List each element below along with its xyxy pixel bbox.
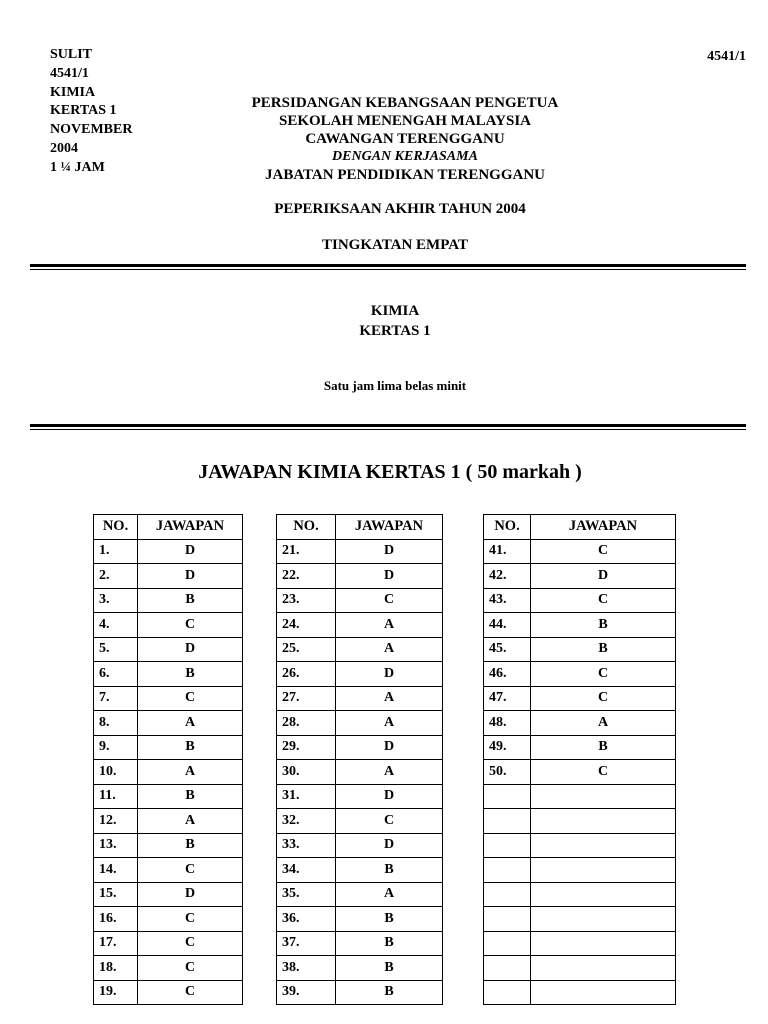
question-number: 49. [484, 735, 531, 760]
answer-letter: C [138, 907, 243, 932]
answer-letter [531, 858, 676, 883]
answer-row [484, 882, 676, 907]
answer-letter: B [138, 588, 243, 613]
answer-row [484, 613, 676, 638]
question-number: 48. [484, 711, 531, 736]
question-number: 6. [94, 662, 138, 687]
answer-row [94, 833, 243, 858]
question-number: 38. [277, 956, 336, 981]
answer-letter [531, 980, 676, 1005]
question-number: 37. [277, 931, 336, 956]
answer-row [94, 931, 243, 956]
answer-row [94, 588, 243, 613]
answer-letter: B [531, 637, 676, 662]
question-number: 23. [277, 588, 336, 613]
question-number: 44. [484, 613, 531, 638]
answer-letter: A [336, 711, 443, 736]
meta-line: KERTAS 1 [50, 103, 117, 119]
answer-row [484, 637, 676, 662]
question-number: 41. [484, 539, 531, 564]
question-number: 45. [484, 637, 531, 662]
answer-letter: D [336, 662, 443, 687]
question-number [484, 784, 531, 809]
answer-letter: B [336, 858, 443, 883]
question-number: 29. [277, 735, 336, 760]
answer-letter [531, 809, 676, 834]
question-number: 32. [277, 809, 336, 834]
answer-row [484, 662, 676, 687]
paper-meta [50, 46, 132, 178]
question-number: 9. [94, 735, 138, 760]
answer-letter: C [138, 858, 243, 883]
question-number: 4. [94, 613, 138, 638]
question-number: 27. [277, 686, 336, 711]
answer-row [484, 588, 676, 613]
answer-letter: D [138, 539, 243, 564]
answer-letter: A [138, 809, 243, 834]
question-number [484, 956, 531, 981]
col-header-answer: JAWAPAN [531, 515, 676, 540]
answer-row [94, 662, 243, 687]
answer-row [94, 539, 243, 564]
answer-letter: B [336, 931, 443, 956]
question-number: 14. [94, 858, 138, 883]
question-number: 28. [277, 711, 336, 736]
answer-letter [531, 882, 676, 907]
answer-row [94, 784, 243, 809]
answer-row [94, 882, 243, 907]
answer-row [277, 539, 443, 564]
question-number: 26. [277, 662, 336, 687]
answer-letter: B [531, 613, 676, 638]
answer-row [277, 637, 443, 662]
question-number: 22. [277, 564, 336, 589]
subject-name: KIMIA [370, 303, 420, 319]
answer-letter: B [336, 956, 443, 981]
question-number: 50. [484, 760, 531, 785]
subject-paper: KERTAS 1 [359, 323, 431, 339]
answer-letter [531, 784, 676, 809]
form-level: TINGKATAN EMPAT [322, 237, 468, 253]
answer-letter: A [531, 711, 676, 736]
answer-letter: D [336, 539, 443, 564]
question-number: 30. [277, 760, 336, 785]
answer-letter: B [531, 735, 676, 760]
question-number: 10. [94, 760, 138, 785]
answer-row [94, 735, 243, 760]
answer-letter: B [138, 833, 243, 858]
meta-line: 2004 [50, 140, 78, 156]
answer-letter: C [531, 662, 676, 687]
answer-row [484, 980, 676, 1005]
answer-row [484, 956, 676, 981]
answer-letter: D [336, 833, 443, 858]
answer-row [484, 858, 676, 883]
question-number: 47. [484, 686, 531, 711]
answer-letter: C [138, 956, 243, 981]
answer-letter: C [336, 588, 443, 613]
question-number: 1. [94, 539, 138, 564]
answer-row [94, 858, 243, 883]
meta-line: 1 ¼ JAM [50, 159, 105, 175]
answer-row [94, 686, 243, 711]
question-number: 11. [94, 784, 138, 809]
question-number: 13. [94, 833, 138, 858]
answer-letter: B [138, 735, 243, 760]
answer-row [94, 809, 243, 834]
answer-row [277, 588, 443, 613]
answer-letter: D [336, 564, 443, 589]
answer-letter: D [336, 735, 443, 760]
question-number [484, 882, 531, 907]
question-number: 2. [94, 564, 138, 589]
answer-row [94, 907, 243, 932]
answer-letter: A [138, 711, 243, 736]
answer-letter: C [138, 980, 243, 1005]
question-number: 18. [94, 956, 138, 981]
exam-title: PEPERIKSAAN AKHIR TAHUN 2004 [274, 201, 526, 217]
answer-letter: B [336, 907, 443, 932]
answer-row [94, 980, 243, 1005]
answer-letter: B [138, 662, 243, 687]
answer-row [94, 613, 243, 638]
question-number: 16. [94, 907, 138, 932]
answer-row [277, 931, 443, 956]
answer-row [277, 711, 443, 736]
question-number: 19. [94, 980, 138, 1005]
answer-row [94, 956, 243, 981]
question-number: 42. [484, 564, 531, 589]
meta-line: 4541/1 [50, 65, 89, 81]
col-header-no: NO. [94, 515, 138, 540]
question-number [484, 907, 531, 932]
answer-row [484, 539, 676, 564]
answer-row [484, 833, 676, 858]
answer-row [94, 564, 243, 589]
answer-row [94, 711, 243, 736]
org-line: CAWANGAN TERENGGANU [305, 131, 505, 147]
question-number [484, 980, 531, 1005]
col-header-answer: JAWAPAN [336, 515, 443, 540]
question-number [484, 833, 531, 858]
subject-block [290, 301, 500, 341]
answer-letter [531, 931, 676, 956]
answer-letter: C [531, 539, 676, 564]
question-number: 31. [277, 784, 336, 809]
answer-letter [531, 956, 676, 981]
answer-table-1 [93, 514, 243, 1005]
answer-row [484, 686, 676, 711]
answer-table-3 [483, 514, 676, 1005]
answer-row [277, 784, 443, 809]
answer-row [484, 931, 676, 956]
answer-letter: A [336, 760, 443, 785]
question-number [484, 931, 531, 956]
answer-row [484, 907, 676, 932]
divider-top [30, 264, 746, 270]
answer-letter: D [138, 637, 243, 662]
answer-row [277, 858, 443, 883]
answer-row [277, 613, 443, 638]
answer-row [277, 907, 443, 932]
answer-row [277, 760, 443, 785]
question-number: 17. [94, 931, 138, 956]
question-number: 15. [94, 882, 138, 907]
question-number: 36. [277, 907, 336, 932]
question-number: 43. [484, 588, 531, 613]
org-line: PERSIDANGAN KEBANGSAAN PENGETUA [251, 95, 559, 111]
answer-letter: C [531, 760, 676, 785]
answer-row [277, 882, 443, 907]
answer-row [277, 956, 443, 981]
col-header-no: NO. [277, 515, 336, 540]
answer-letter: B [336, 980, 443, 1005]
question-number: 3. [94, 588, 138, 613]
answer-letter: C [138, 931, 243, 956]
question-number: 25. [277, 637, 336, 662]
answer-row [484, 564, 676, 589]
answer-letter: C [138, 613, 243, 638]
answer-row [277, 686, 443, 711]
col-header-answer: JAWAPAN [138, 515, 243, 540]
question-number: 12. [94, 809, 138, 834]
answer-row [277, 833, 443, 858]
question-number [484, 858, 531, 883]
answer-table-2 [276, 514, 443, 1005]
col-header-no: NO. [484, 515, 531, 540]
duration-text: Satu jam lima belas minit [323, 378, 467, 393]
answer-row [277, 809, 443, 834]
answer-row [484, 809, 676, 834]
question-number: 24. [277, 613, 336, 638]
question-number: 39. [277, 980, 336, 1005]
answer-row [484, 760, 676, 785]
organizer-block [230, 94, 580, 184]
answer-letter: C [336, 809, 443, 834]
answer-letter: A [336, 882, 443, 907]
meta-line: NOVEMBER [50, 122, 133, 138]
answer-letter: D [336, 784, 443, 809]
question-number: 5. [94, 637, 138, 662]
answer-row [484, 735, 676, 760]
answers-title: JAWAPAN KIMIA KERTAS 1 ( 50 markah ) [198, 461, 582, 483]
answer-letter [531, 833, 676, 858]
answer-letter: A [336, 637, 443, 662]
meta-line: KIMIA [50, 84, 96, 100]
meta-line: SULIT [50, 47, 93, 62]
answer-letter: B [138, 784, 243, 809]
question-number: 34. [277, 858, 336, 883]
org-department: JABATAN PENDIDIKAN TERENGGANU [264, 167, 546, 183]
question-number: 7. [94, 686, 138, 711]
org-collaboration: DENGAN KERJASAMA [332, 149, 478, 164]
answer-row [484, 711, 676, 736]
question-number: 35. [277, 882, 336, 907]
answer-letter: A [336, 613, 443, 638]
question-number: 21. [277, 539, 336, 564]
answer-letter: A [138, 760, 243, 785]
divider-bottom [30, 424, 746, 430]
answer-letter: C [138, 686, 243, 711]
answer-letter: A [336, 686, 443, 711]
answer-row [94, 760, 243, 785]
answer-letter: C [531, 686, 676, 711]
answer-letter: D [531, 564, 676, 589]
answer-letter [531, 907, 676, 932]
answer-letter: D [138, 882, 243, 907]
question-number: 46. [484, 662, 531, 687]
question-number: 8. [94, 711, 138, 736]
question-number: 33. [277, 833, 336, 858]
answer-row [277, 564, 443, 589]
answer-row [94, 637, 243, 662]
answer-letter: C [531, 588, 676, 613]
answer-row [277, 662, 443, 687]
answer-row [277, 735, 443, 760]
answer-row [277, 980, 443, 1005]
answer-row [484, 784, 676, 809]
question-number [484, 809, 531, 834]
org-line: SEKOLAH MENENGAH MALAYSIA [279, 113, 531, 129]
paper-code: 4541/1 [707, 49, 746, 64]
answer-letter: D [138, 564, 243, 589]
